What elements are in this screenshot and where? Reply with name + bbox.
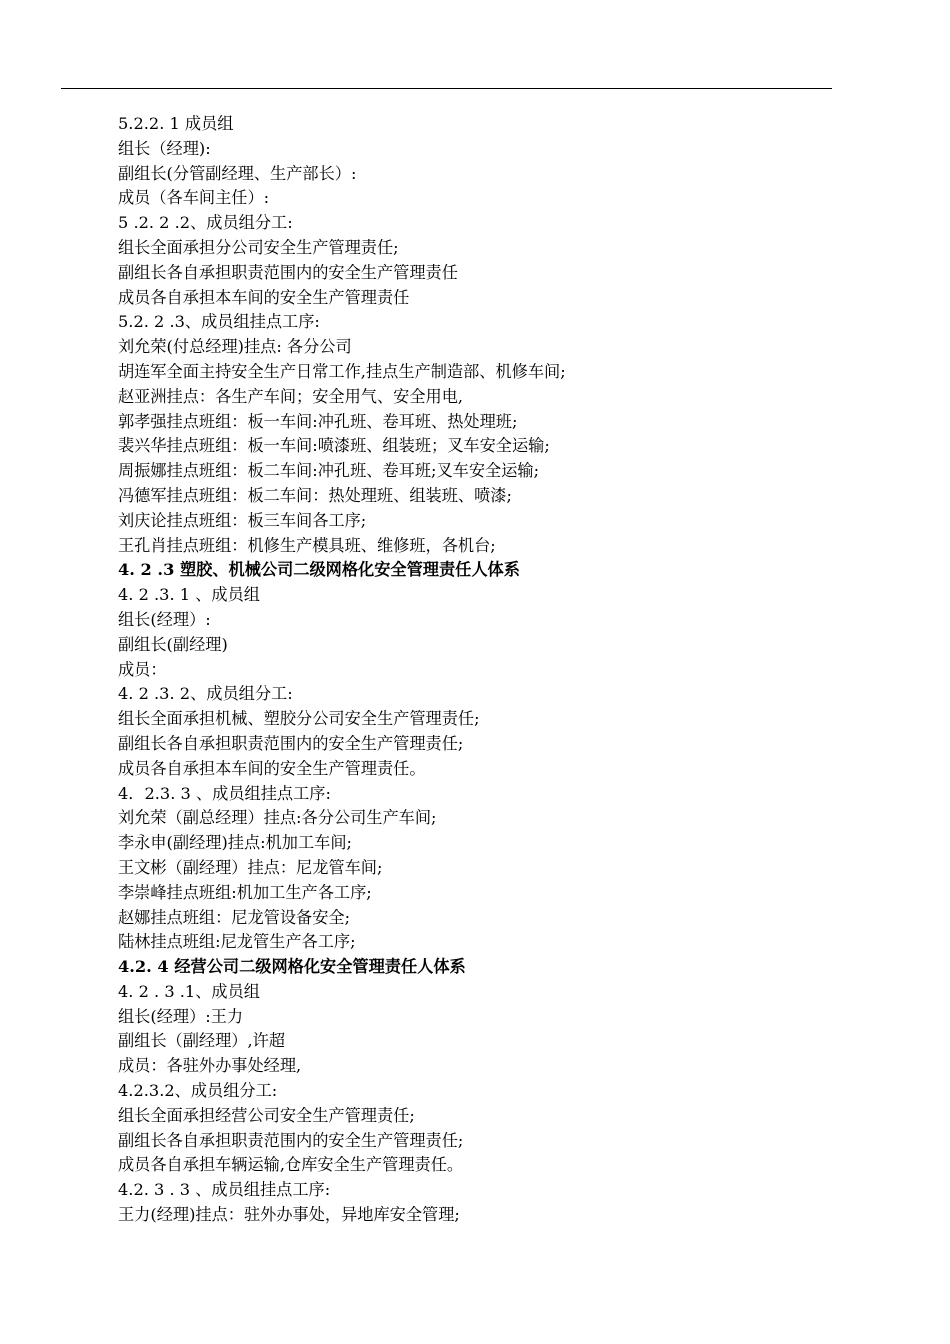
text-line: 4. 2 . 3 .1、成员组	[118, 981, 260, 1001]
text-line: 赵亚洲挂点：各生产车间；安全用气、安全用电,	[118, 386, 464, 406]
text-line: 成员（各车间主任）:	[118, 188, 270, 208]
text-line: 王孔肖挂点班组：机修生产模具班、维修班，各机台;	[118, 535, 496, 555]
text-line: 组长全面承担经营公司安全生产管理责任;	[118, 1105, 415, 1125]
text-line: 成员各自承担车辆运输,仓库安全生产管理责任。	[118, 1155, 464, 1175]
text-line: 冯德军挂点班组：板二车间：热处理班、组装班、喷漆;	[118, 485, 512, 505]
text-line: 胡连军全面主持安全生产日常工作,挂点生产制造部、机修车间;	[118, 361, 566, 381]
text-line: 成员各自承担本车间的安全生产管理责任	[118, 287, 410, 307]
text-line: 4. 2 .3. 2、成员组分工:	[118, 684, 293, 704]
text-line: 4．2.3. 3 、成员组挂点工序:	[118, 783, 331, 803]
text-line: 4. 2 .3. 1 、成员组	[118, 585, 260, 605]
text-line: 副组长各自承担职责范围内的安全生产管理责任;	[118, 1130, 464, 1150]
header-rule	[61, 88, 832, 89]
text-line: 组长(经理）:	[118, 609, 211, 629]
text-line: 副组长各自承担职责范围内的安全生产管理责任;	[118, 733, 464, 753]
text-line: 刘允荣（副总经理）挂点:各分公司生产车间;	[118, 808, 437, 828]
text-line: 5 .2. 2 .2、成员组分工:	[118, 213, 293, 233]
text-line: 赵娜挂点班组：尼龙管设备安全;	[118, 907, 351, 927]
text-line: 4.2. 3 . 3 、成员组挂点工序:	[118, 1180, 331, 1200]
text-line: 郭孝强挂点班组：板一车间:冲孔班、卷耳班、热处理班;	[118, 411, 518, 431]
text-line: 李崇峰挂点班组:机加工生产各工序;	[118, 882, 372, 902]
text-line: 组长(经理）:王力	[118, 1006, 244, 1026]
text-line: 5.2. 2 .3、成员组挂点工序:	[118, 312, 320, 332]
text-line: 王力(经理)挂点：驻外办事处，异地库安全管理;	[118, 1205, 460, 1225]
text-line: 4.2.3.2、成员组分工:	[118, 1081, 278, 1101]
text-line: 副组长各自承担职责范围内的安全生产管理责任	[118, 262, 458, 282]
text-line: 裴兴华挂点班组：板一车间:喷漆班、组装班；叉车安全运输;	[118, 436, 550, 456]
text-line: 王文彬（副经理）挂点：尼龙管车间;	[118, 857, 383, 877]
document-body	[118, 112, 858, 1228]
section-heading: 4. 2 .3 塑胶、机械公司二级网格化安全管理责任人体系	[118, 560, 520, 580]
text-line: 刘庆论挂点班组：板三车间各工序;	[118, 510, 367, 530]
text-line: 刘允荣(付总经理)挂点: 各分公司	[118, 337, 352, 357]
text-line: 副组长（副经理）,许超	[118, 1031, 286, 1051]
text-line: 组长全面承担分公司安全生产管理责任;	[118, 237, 399, 257]
text-line: 副组长(副经理)	[118, 634, 228, 654]
text-line: 5.2.2. 1 成员组	[118, 114, 234, 133]
text-line: 成员：	[118, 659, 167, 679]
text-line: 组长全面承担机械、塑胶分公司安全生产管理责任;	[118, 709, 480, 729]
section-heading: 4.2. 4 经营公司二级网格化安全管理责任人体系	[118, 957, 466, 977]
text-line: 成员：各驻外办事处经理,	[118, 1056, 302, 1076]
text-line: 陆林挂点班组:尼龙管生产各工序;	[118, 932, 356, 952]
text-line: 李永申(副经理)挂点:机加工车间;	[118, 833, 352, 853]
text-line: 组长（经理):	[118, 138, 211, 158]
text-line: 成员各自承担本车间的安全生产管理责任。	[118, 758, 426, 778]
text-line: 周振娜挂点班组：板二车间:冲孔班、卷耳班;叉车安全运输;	[118, 461, 540, 481]
text-line: 副组长(分管副经理、生产部长）:	[118, 163, 357, 183]
